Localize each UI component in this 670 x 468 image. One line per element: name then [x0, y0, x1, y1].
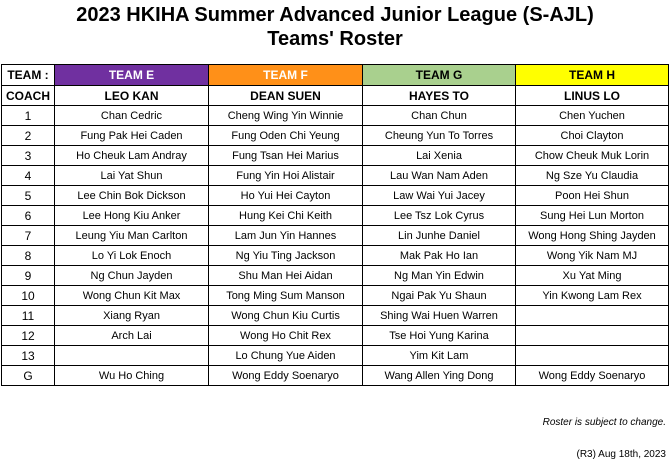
player-cell: Ng Yiu Ting Jackson: [209, 246, 363, 266]
title-line-1: 2023 HKIHA Summer Advanced Junior League (S-AJL): [76, 4, 594, 26]
player-cell: Wang Allen Ying Dong: [363, 366, 516, 386]
player-cell: Lo Chung Yue Aiden: [209, 346, 363, 366]
team-header-e: TEAM E: [55, 65, 209, 86]
player-number: 12: [2, 326, 55, 346]
player-cell: Wong Chun Kiu Curtis: [209, 306, 363, 326]
table-row: [2, 146, 669, 166]
player-number: 7: [2, 226, 55, 246]
player-cell: Chen Yuchen: [516, 106, 669, 126]
player-cell: Lau Wan Nam Aden: [363, 166, 516, 186]
player-number: 6: [2, 206, 55, 226]
player-cell: Ng Man Yin Edwin: [363, 266, 516, 286]
player-number: 5: [2, 186, 55, 206]
player-cell: Arch Lai: [55, 326, 209, 346]
player-cell: Cheung Yun To Torres: [363, 126, 516, 146]
player-cell: Ho Yui Hei Cayton: [209, 186, 363, 206]
player-cell: Leung Yiu Man Carlton: [55, 226, 209, 246]
player-number: 8: [2, 246, 55, 266]
table-row: [2, 306, 669, 326]
table-row: [2, 226, 669, 246]
player-cell: Xiang Ryan: [55, 306, 209, 326]
player-cell: Lee Tsz Lok Cyrus: [363, 206, 516, 226]
player-cell: Wong Eddy Soenaryo: [516, 366, 669, 386]
player-cell: Chan Cedric: [55, 106, 209, 126]
coach-label: COACH: [2, 86, 55, 106]
player-cell: Ho Cheuk Lam Andray: [55, 146, 209, 166]
player-cell: Lin Junhe Daniel: [363, 226, 516, 246]
player-cell: [516, 326, 669, 346]
player-cell: Fung Pak Hei Caden: [55, 126, 209, 146]
table-row: [2, 126, 669, 146]
player-cell: Ng Chun Jayden: [55, 266, 209, 286]
player-cell: Ngai Pak Yu Shaun: [363, 286, 516, 306]
player-cell: Tse Hoi Yung Karina: [363, 326, 516, 346]
table-row: [2, 366, 669, 386]
table-row: [2, 186, 669, 206]
player-cell: Wong Eddy Soenaryo: [209, 366, 363, 386]
player-cell: Yim Kit Lam: [363, 346, 516, 366]
coach-team-f: DEAN SUEN: [209, 86, 363, 106]
player-number: 13: [2, 346, 55, 366]
coach-row: [2, 86, 669, 106]
coach-team-h: LINUS LO: [516, 86, 669, 106]
player-cell: Sung Hei Lun Morton: [516, 206, 669, 226]
team-header-f: TEAM F: [209, 65, 363, 86]
player-cell: [55, 346, 209, 366]
player-cell: Wong Chun Kit Max: [55, 286, 209, 306]
revision-date: (R3) Aug 18th, 2023: [576, 449, 666, 460]
table-row: [2, 106, 669, 126]
table-row: [2, 266, 669, 286]
player-number: 10: [2, 286, 55, 306]
player-cell: Chow Cheuk Muk Lorin: [516, 146, 669, 166]
table-row: [2, 286, 669, 306]
player-cell: Xu Yat Ming: [516, 266, 669, 286]
team-header-h: TEAM H: [516, 65, 669, 86]
team-header-g: TEAM G: [363, 65, 516, 86]
player-cell: Fung Yin Hoi Alistair: [209, 166, 363, 186]
player-cell: Ng Sze Yu Claudia: [516, 166, 669, 186]
player-number: 2: [2, 126, 55, 146]
player-cell: Poon Hei Shun: [516, 186, 669, 206]
title-line-2: Teams' Roster: [267, 28, 403, 50]
player-cell: Law Wai Yui Jacey: [363, 186, 516, 206]
team-header-row: [2, 65, 669, 86]
player-cell: Wong Ho Chit Rex: [209, 326, 363, 346]
player-number: 9: [2, 266, 55, 286]
team-label: TEAM :: [2, 65, 55, 86]
player-number: 1: [2, 106, 55, 126]
player-cell: Choi Clayton: [516, 126, 669, 146]
table-row: [2, 166, 669, 186]
player-number: 4: [2, 166, 55, 186]
table-row: [2, 346, 669, 366]
player-cell: [516, 306, 669, 326]
player-cell: Fung Tsan Hei Marius: [209, 146, 363, 166]
player-cell: Lai Xenia: [363, 146, 516, 166]
player-cell: Wong Hong Shing Jayden: [516, 226, 669, 246]
player-cell: Lo Yi Lok Enoch: [55, 246, 209, 266]
player-cell: Shing Wai Huen Warren: [363, 306, 516, 326]
player-cell: Wu Ho Ching: [55, 366, 209, 386]
player-cell: Tong Ming Sum Manson: [209, 286, 363, 306]
player-cell: Fung Oden Chi Yeung: [209, 126, 363, 146]
player-cell: Lam Jun Yin Hannes: [209, 226, 363, 246]
table-row: [2, 206, 669, 226]
player-cell: Chan Chun: [363, 106, 516, 126]
roster-table: [1, 64, 669, 386]
player-cell: Lai Yat Shun: [55, 166, 209, 186]
player-number: 3: [2, 146, 55, 166]
player-cell: Mak Pak Ho Ian: [363, 246, 516, 266]
player-cell: [516, 346, 669, 366]
player-cell: Lee Hong Kiu Anker: [55, 206, 209, 226]
player-number: 11: [2, 306, 55, 326]
coach-team-e: LEO KAN: [55, 86, 209, 106]
table-row: [2, 326, 669, 346]
roster-note: Roster is subject to change.: [542, 417, 666, 428]
player-number: G: [2, 366, 55, 386]
player-cell: Shu Man Hei Aidan: [209, 266, 363, 286]
player-cell: Yin Kwong Lam Rex: [516, 286, 669, 306]
player-cell: Hung Kei Chi Keith: [209, 206, 363, 226]
player-cell: Wong Yik Nam MJ: [516, 246, 669, 266]
player-cell: Lee Chin Bok Dickson: [55, 186, 209, 206]
coach-team-g: HAYES TO: [363, 86, 516, 106]
table-row: [2, 246, 669, 266]
player-cell: Cheng Wing Yin Winnie: [209, 106, 363, 126]
